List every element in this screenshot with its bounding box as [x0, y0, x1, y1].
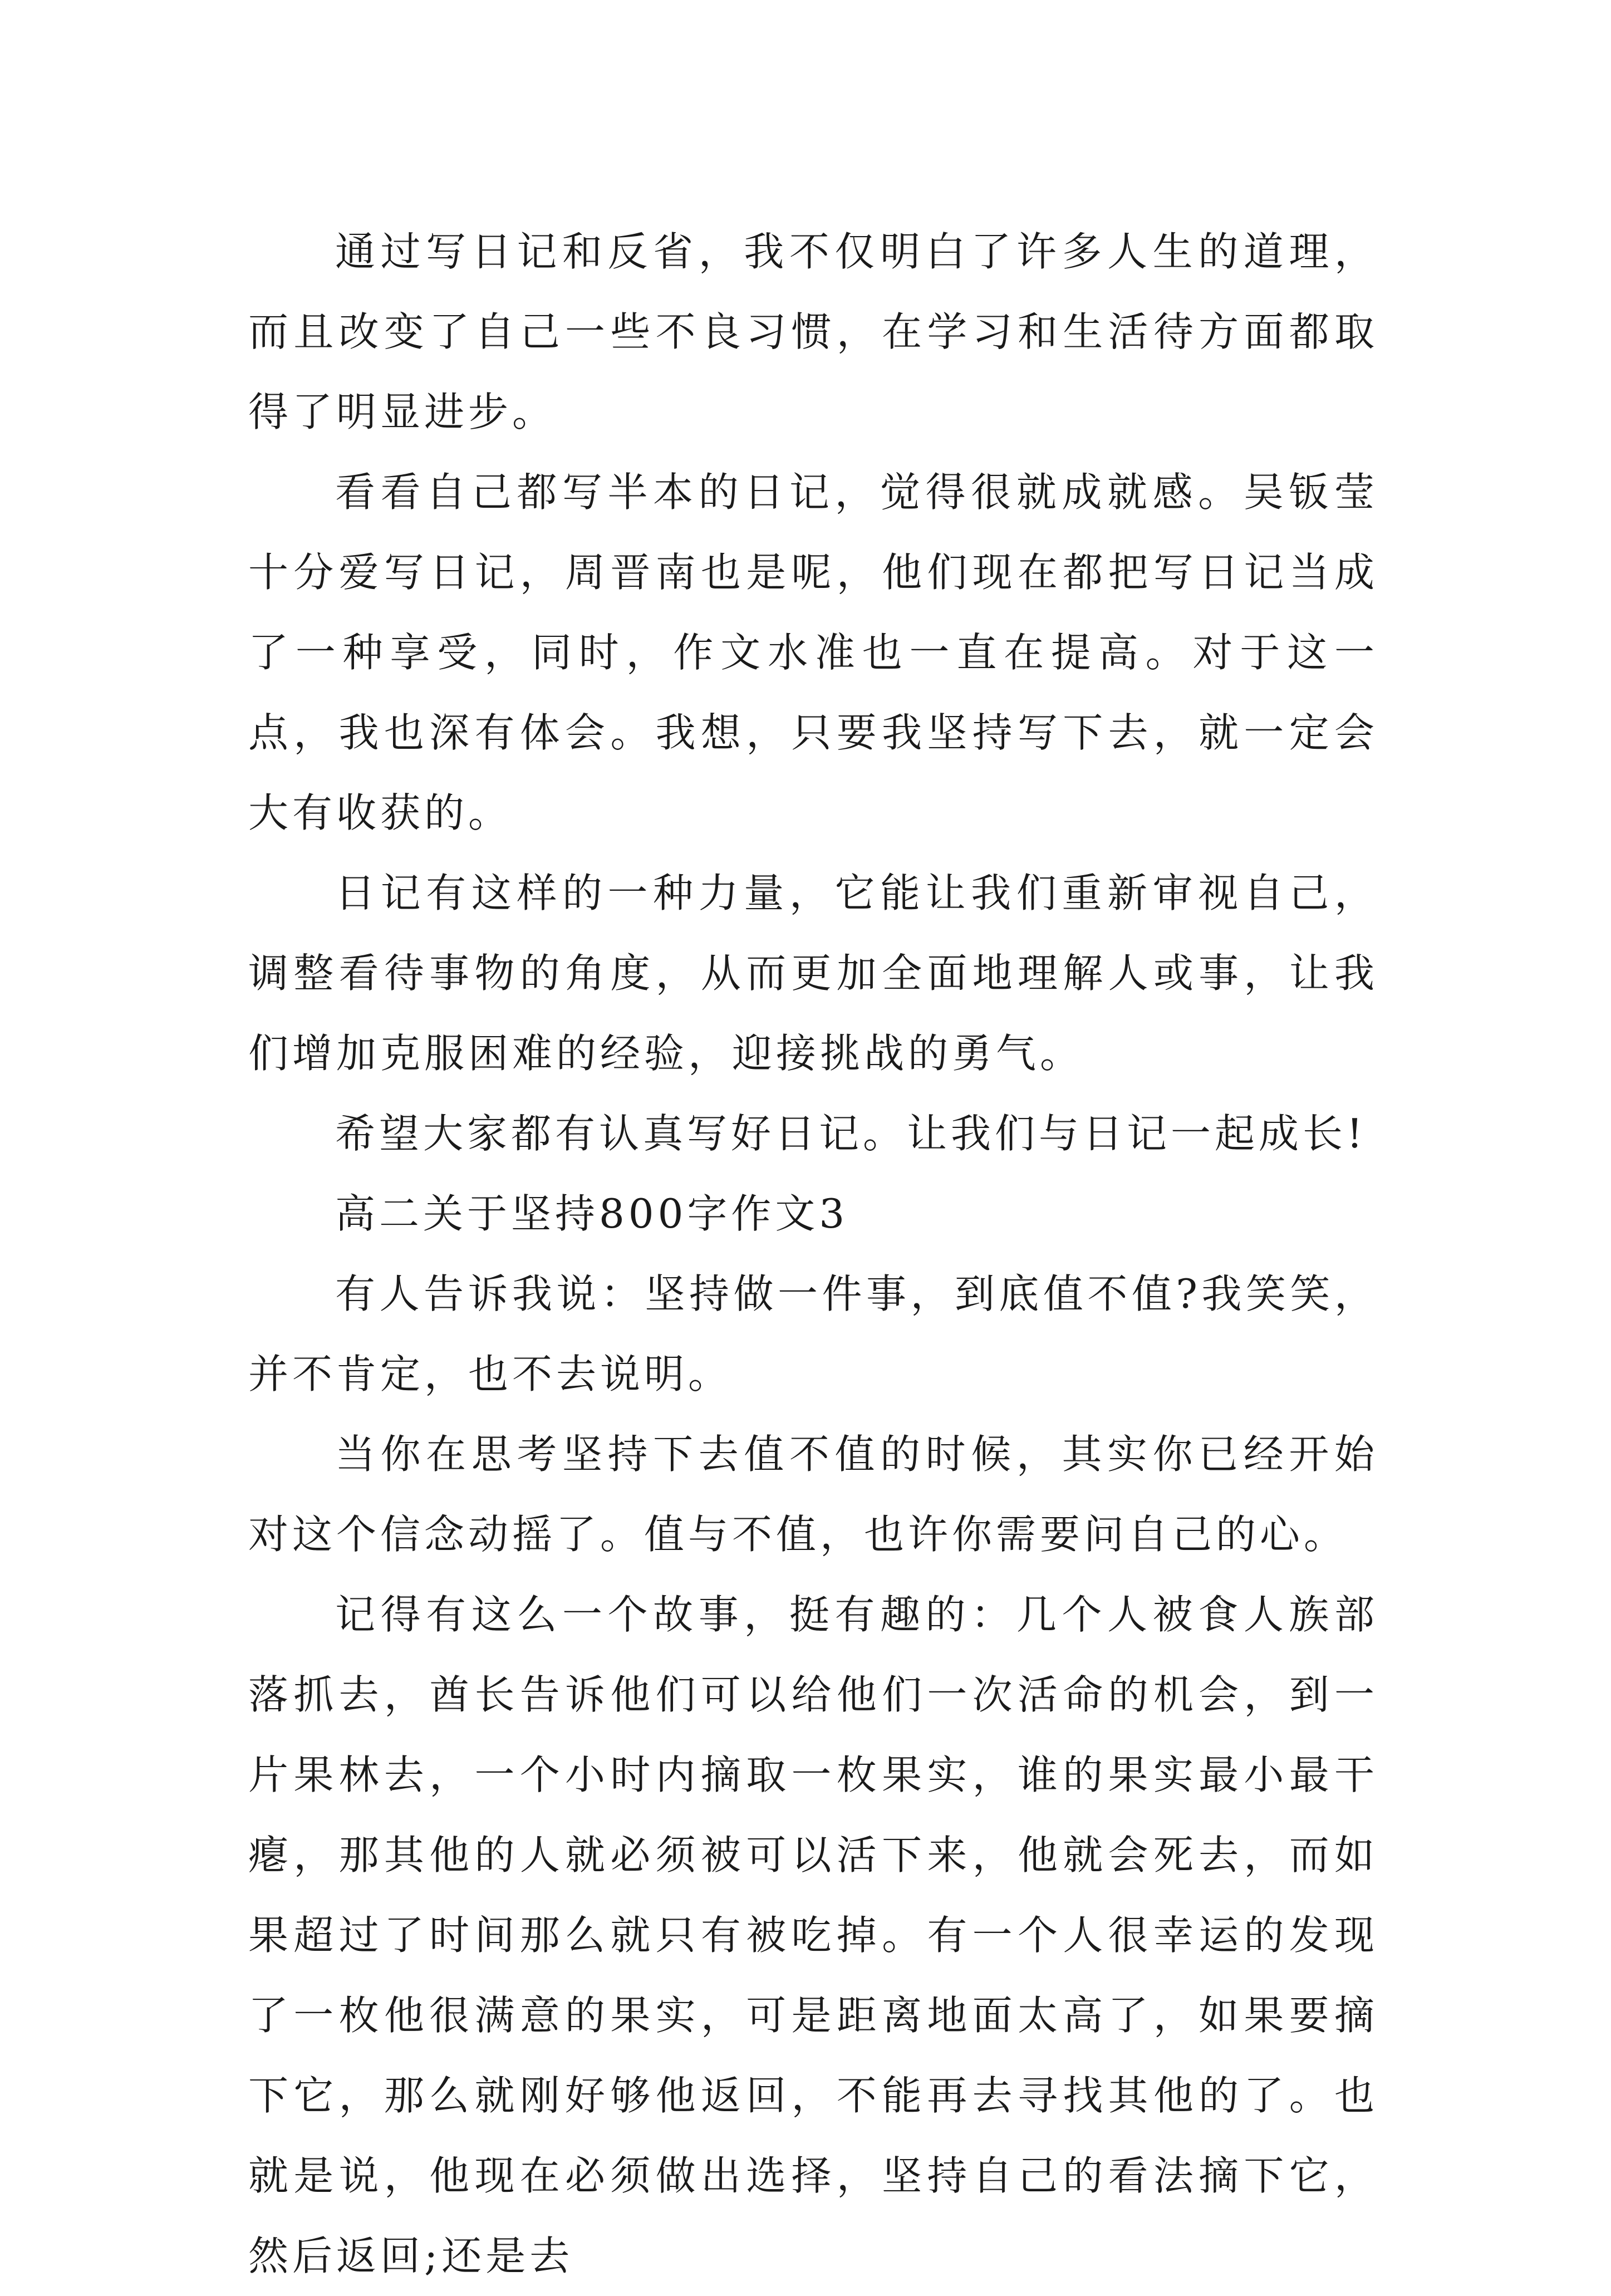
paragraph-diary-achievement: 看看自己都写半本的日记，觉得很就成就感。吴钣莹十分爱写日记，周晋南也是呢，他们现在都把写日记当成了一种享受，同时，作文水准也一直在提高。对于这一点，我也深有体会。我想，只要我坚持写下去，就一定会大有收获的。: [248, 469, 1378, 836]
essay-section-heading: 高二关于坚持800字作文3: [335, 1190, 849, 1237]
paragraph-persistence-question: 有人告诉我说：坚持做一件事，到底值不值?我笑笑，并不肯定，也不去说明。: [248, 1270, 1378, 1397]
paragraph-persistence-doubt: 当你在思考坚持下去值不值的时候，其实你已经开始对这个信念动摇了。值与不值，也许你需要问自己的心。: [248, 1431, 1378, 1558]
paragraph-story: 记得有这么一个故事，挺有趣的：几个人被食人族部落抓去，酋长告诉他们可以给他们一次活命的机会，到一片果林去，一个小时内摘取一枚果实，谁的果实最小最干瘪，那其他的人就必须被可以活下来，他就会死去，而如果超过了时间那么就只有被吃掉。有一个人很幸运的发现了一枚他很满意的果实，可是距离地面太高了，如果要摘下它，那么就刚好够他返回，不能再去寻找其他的了。也就是说，他现在必须做出选择，坚持自己的看法摘下它，然后返回;还是去: [248, 1591, 1378, 2279]
paragraph-diary-progress: 通过写日记和反省，我不仅明白了许多人生的道理，而且改变了自己一些不良习惯，在学习和生活待方面都取得了明显进步。: [248, 228, 1378, 435]
paragraph-diary-power: 日记有这样的一种力量，它能让我们重新审视自己，调整看待事物的角度，从而更加全面地理解人或事，让我们增加克服困难的经验，迎接挑战的勇气。: [248, 870, 1378, 1077]
document-body: [248, 212, 1378, 2296]
paragraph-diary-hope: 希望大家都有认真写好日记。让我们与日记一起成长!: [335, 1110, 1367, 1157]
